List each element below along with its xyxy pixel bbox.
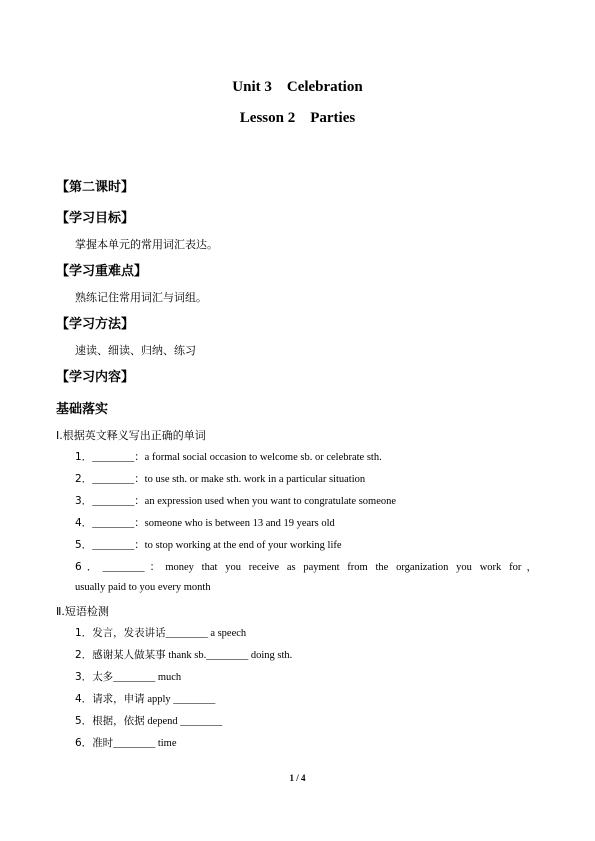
method-heading: 【学习方法】 [56,317,135,332]
goal-heading: 【学习目标】 [56,211,135,226]
item-number: 6． [75,561,103,573]
item-number: 5． [75,715,93,727]
item-number: 3． [75,495,93,507]
unit-title: Unit 3 Celebration [232,79,363,95]
key-text: 熟练记住常用词汇与词组。 [75,291,207,304]
item-number: 4． [75,693,93,705]
item-number: 2． [75,473,93,485]
list-item [75,647,537,662]
list-item [75,493,537,508]
foundation-heading: 基础落实 [56,402,109,417]
item-text: depend ________ [144,716,223,727]
item-number: 5． [75,539,93,551]
item-text: ________：to use sth. or make sth. work in a particular situation [92,474,366,485]
item-chinese: 准时 [92,737,114,749]
list-item [75,735,537,750]
item-chinese: 请求，申请 [92,693,145,705]
item-text: ________：a formal social occasion to welcome sb. or celebrate sth. [92,452,382,463]
list-item [75,471,537,486]
item-text: ________：an expression used when you want to congratulate someone [92,496,397,507]
item-continuation: usually paid to you every month [75,582,211,593]
item-text: ________：money that you receive as payment from the organization you work for， [102,562,537,573]
item-number: 6． [75,737,93,749]
item-chinese: 感谢某人做某事 [92,649,166,661]
item-number: 4． [75,517,93,529]
key-heading: 【学习重难点】 [56,264,148,279]
item-number: 2． [75,649,93,661]
item-text: ________ a speech [165,628,247,639]
list-item [75,559,537,574]
list-item [75,515,537,530]
lesson-title: Lesson 2 Parties [239,110,356,126]
content-heading: 【学习内容】 [56,370,135,385]
list-item [75,449,537,464]
method-text: 速读、细读、归纳、练习 [75,344,196,357]
list-item [75,625,537,640]
item-chinese: 太多 [92,671,114,683]
item-text: ________ much [113,672,182,683]
item-text: ________：to stop working at the end of your working life [92,540,342,551]
part1-label: Ⅰ.根据英文释义写出正确的单词 [56,429,206,442]
part2-label: Ⅱ.短语检测 [56,605,109,618]
item-text: ________ time [113,738,177,749]
item-chinese: 发言，发表讲话 [92,627,166,639]
item-number: 1． [75,451,93,463]
item-text: ________：someone who is between 13 and 19 years old [92,518,335,529]
item-chinese: 根据，依据 [92,715,145,727]
page-number: 1 / 4 [289,773,306,783]
item-number: 3． [75,671,93,683]
item-text: thank sb.________ doing sth. [165,650,293,661]
list-item [75,713,537,728]
item-number: 1． [75,627,93,639]
goal-text: 掌握本单元的常用词汇表达。 [75,238,218,251]
item-text: apply ________ [144,694,216,705]
list-item [75,669,537,684]
list-item [75,537,537,552]
list-item [75,691,537,706]
period-heading: 【第二课时】 [56,180,135,195]
